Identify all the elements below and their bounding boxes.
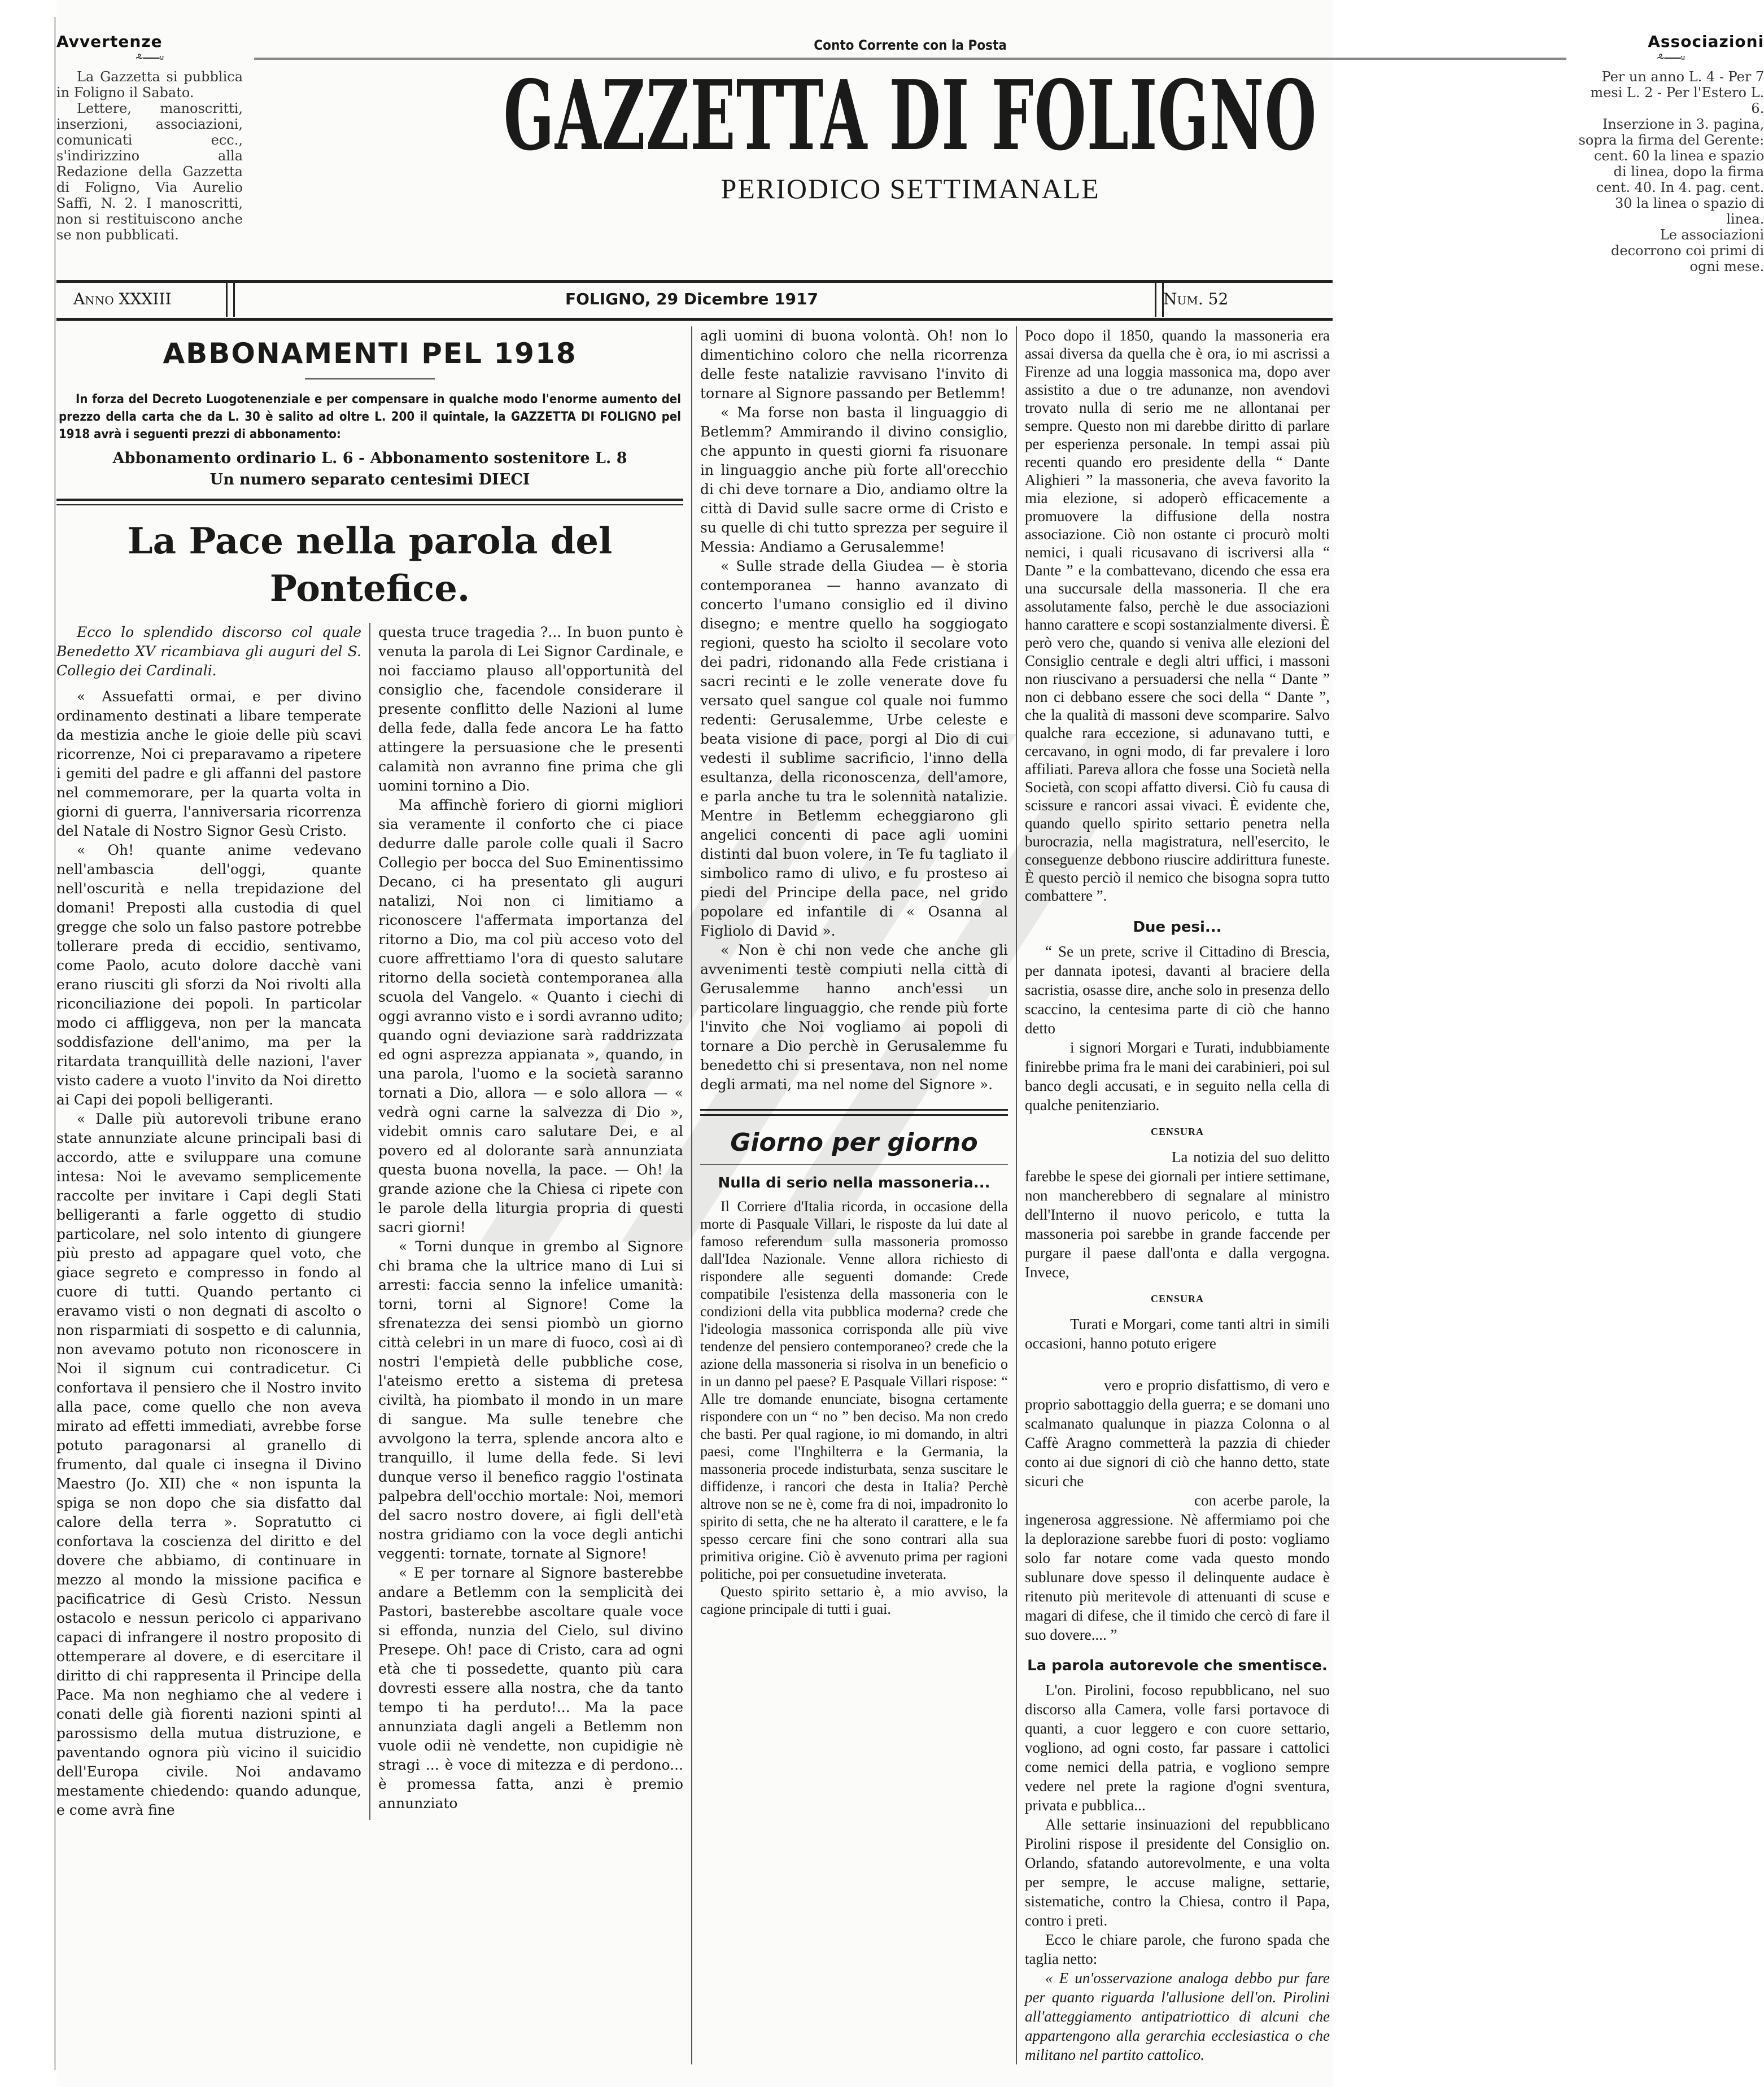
article-paragraph: con acerbe parole, la ingenerosa aggressione. Nè affermiamo poi che la deplorazione sarebbe fuori di posto: vogliamo solo far notare come vada questo mondo sublunare dove spesso il delinquente audace è ritenuto più meritevole di attenuanti di scuse e magari di difese, che il timido che cercò di fare il suo dovere.... ” [1025, 1492, 1330, 1643]
scroll-ornament-icon: ⸛──⸚ [135, 50, 164, 66]
article-paragraph: L'on. Pirolini, focoso repubblicano, nel suo discorso alla Camera, volle farsi portavoce di quanti, a cuor leggero e con cuore settario, vogliono, ad ogni costo, far passare i cattolici come nemici della patria, e vogliono sempre vedere nel prete la ragione d'ogni sventura, privata e pubblica... [1025, 1682, 1330, 1814]
subhead-due-pesi: Due pesi... [1133, 919, 1222, 936]
avvertenze-text: Lettere, manoscritti, inserzioni, associazioni, comunicati ecc., s'indirizzino alla Redazione della Gazzetta di Foligno, Via Aurelio Saffi, N. 2. I manoscritti, non si restituiscono anche se non pubblicati. [56, 101, 243, 243]
article-paragraph: Poco dopo il 1850, quando la massoneria era assai diversa da quella che è ora, io mi ascrissi a Firenze ad una loggia massonica ma, dopo aver assistito a due o tre adunanze, non avendovi trovato nulla di serio me ne allontanai per sempre. Questo non mi darebbe diritto di parlare per esperienza personale. In tempi assai più recenti quando ero presidente della “ Dante Alighieri ” la massoneria, che aveva favorito la mia elezione, si adoperò efficacemente a promuovere la diffusione della nostra associazione. Ciò non ostante ci procurò molti nemici, i quali ricusavano di iscriversi alla “ Dante ” e la combattevano, dicendo che essa era una succursale della massoneria. Il che era assolutamente falso, perchè le due associazioni hanno carattere e scopi sostanzialmente diversi. È però vero che, quando si veniva alle elezioni del Consiglio centrale e degli altri uffici, i massoni non riuscivano a persuadersi che nella “ Dante ” non ci debbano essere che soci della “ Dante ”, che la qualità di massoni deve scomparire. Salvo qualche rara eccezione, si adunavano tutti, e cercavano, in ogni modo, di far prevalere i loro affiliati. Pareva allora che fosse una Società nella Società, con scopi affatto diversi. Ciò fu causa di scissure e rancori assai vivaci. È evidente che, quando quello spirito settario penetra nella burocrazia, nella magistratura, nell'esercito, le conseguenze debbono riuscire addirittura funeste. È questo perciò il nemico che bisogna sopra tutto combattere ”. [1025, 327, 1330, 904]
abbonamenti-body: In forza del Decreto Luogotenenziale e per compensare in qualche modo l'enorme aumento del prezzo della carta che da L. 30 è salito ad oltre L. 200 il quintale, la GAZZETTA DI FOLIGNO pel 1918 avrà i seguenti prezzi di abbonamento: [59, 392, 681, 442]
divider [56, 499, 683, 505]
article-paragraph: « Oh! quante anime vedevano nell'ambascia dell'oggi, quante nell'oscurità e nella trepidazione del domani! Preposti alla custodia di quel gregge che solo un falso pastore potrebbe tollerare preda di eccidio, sentivamo, come Paolo, acuto dolore dacchè vani erano riusciti gli sforzi da Noi rivolti alla riconciliazione dei popoli. In particolar modo ci affliggeva, non per la mancata soddisfazione dell'animo, ma per la ritardata tranquillità delle nazioni, l'aver visto cadere a vuoto l'invito da Noi diretto ai Capi dei popoli belligeranti. [56, 842, 361, 1108]
masthead-center [243, 34, 1578, 206]
associazioni-box [1578, 34, 1764, 274]
article-paragraph: i signori Morgari e Turati, indubbiamente finirebbe prima fra le mani dei carabinieri, poi sul banco degli accusati, e in seguito nella cella di qualche penitenziario. [1025, 1039, 1330, 1114]
issue-date: FOLIGNO, 29 Dicembre 1917 [565, 290, 818, 308]
newspaper-subtitle: PERIODICO SETTIMANALE [721, 173, 1100, 204]
article-paragraph: Questo spirito settario è, a mio avviso, la cagione principale di tutti i guai. [700, 1583, 1008, 1617]
avvertenze-box [56, 34, 243, 243]
associazioni-heading: Associazioni [1648, 32, 1764, 51]
subhead-massoneria: Nulla di serio nella massoneria... [718, 1175, 990, 1191]
abbonamenti-title: ABBONAMENTI PEL 1918 [163, 337, 577, 370]
divider [305, 378, 435, 379]
anno: Anno XXXIII [73, 290, 172, 308]
subhead-parola-autorevole: La parola autorevole che smentisce. [1027, 1657, 1328, 1674]
avvertenze-text: La Gazzetta si pubblica in Foligno il Sabato. [56, 69, 243, 101]
column-separator [369, 623, 370, 1820]
abbonamenti-single-issue: Un numero separato centesimi DIECI [209, 471, 530, 488]
newspaper-page [56, 0, 1764, 2087]
column-separator [691, 326, 692, 2064]
dateline-divider [226, 283, 235, 317]
article-paragraph: « Non è chi non vede che anche gli avvenimenti testè compiuti nella città di Gerusalemme hanno anch'essi un particolare linguaggio, che rende più forte l'invito che Noi vogliamo ai popoli di tornare a Dio perchè in Gerusalemme fu benedetto chi si presentava, non nel nome degli armati, ma nel nome del Signore ». [700, 942, 1008, 1093]
associazioni-text: Le associazioni decorrono coi primi di ogni mese. [1611, 227, 1764, 274]
article-paragraph: Turati e Morgari, come tanti altri in simili occasioni, hanno potuto erigere [1025, 1316, 1330, 1352]
section-title-giorno: Giorno per giorno [730, 1128, 978, 1157]
article-paragraph: Alle settarie insinuazioni del repubblicano Pirolini rispose il presidente del Consiglio on. Orlando, sfatando autorevolmente, e una volta per sempre, le accuse maligne, settarie, sistematiche, contro la Chiesa, contro il Papa, contro i preti. [1025, 1816, 1330, 1929]
conto-corrente: Conto Corrente con la Posta [814, 37, 1007, 53]
article-paragraph: Il Corriere d'Italia ricorda, in occasione della morte di Pasquale Villari, le risposte da lui date al famoso referendum sulla massoneria promosso dall'Idea Nazionale. Venne allora richiesto di rispondere alle seguenti domande: Crede compatibile l'esistenza della massoneria con le condizioni della vita pubblica moderna? crede che l'ideologia massonica corrisponda alle più vive tendenze del pensiero contemporaneo? crede che la azione della massoneria si risolva in un beneficio o in un danno pel paese? E Pasquale Villari rispose: “ Alle tre domande enunciate, bisogna certamente rispondere con un “ no ” ben deciso. Ma non credo che basti. Per qual ragione, io mi domando, in altri paesi, come l'Inghilterra e la Germania, la massoneria procede indisturbata, senza suscitare le diffidenze, i rancori che desta in Italia? Perchè altrove non se ne è, come fra di noi, impadronito lo spirito di setta, che ne ha alterato il carattere, e le fa spesso cercare fini che sono contrari alla sua primitiva origine. Ciò è avvenuto prima per ragioni politiche, poi per consuetudine inveterata. [700, 1198, 1008, 1582]
article-paragraph: « Torni dunque in grembo al Signore chi brama che la ultrice mano di Lui si arresti: faccia senno la infelice umanità: torni, torni al Signore! Come la sfrenatezza dei sensi piombò un giorno città celebri in un mare di fuoco, così ai dì nostri l'empietà delle pubbliche cose, l'ateismo eretto a sistema di pretesa civiltà, ha piombato il mondo in un mare di sangue. Ma sulle tenebre che avvolgono la terra, splende ancora alto e tranquillo, il lume della fede. Si levi dunque verso il benefico raggio l'ostinata palpebra dell'occhio mortale: Noi, memori del sacro nostro dovere, ai figli dell'età nostra gridiamo con la voce degli antichi veggenti: tornate, tornate al Signore! [378, 1238, 683, 1562]
article-column-4 [1025, 326, 1330, 2064]
avvertenze-heading: Avvertenze [56, 32, 163, 51]
article-column-3 [700, 326, 1008, 1618]
pace-columns [56, 623, 683, 1820]
article-paragraph: Ecco le chiare parole, che furono spada che taglia netto: [1025, 1931, 1330, 1967]
divider [700, 1164, 1008, 1165]
associazioni-text: Inserzione in 3. pagina, sopra la firma del Gerente: cent. 60 la linea e spazio di linea, dopo la firma cent. 40. In 4. pag. cent. 30 la linea o spazio di linea. [1578, 116, 1764, 227]
article-paragraph: Ma affinchè foriero di giorni migliori sia veramente il conforto che ci piace dedurre dalle parole colle quali il Sacro Collegio per bocca del Suo Eminentissimo Decano, ci ha presentato gli auguri natalizi, Noi non ci limitiamo a riconoscere l'affermata importanza del ritorno a Dio, ma col più acceso voto del cuore affrettiamo l'ora di questo salutare ritorno della società contemporanea alla scuola del Vangelo. « Quanto i ciechi di oggi avranno visto e i sordi avranno udito; quando ogni deviazione sarà raddrizzata ed ogni asprezza appianata », quando, in una parola, l'uomo e la società saranno tornati a Dio, allora — e solo allora — « vedrà ogni carne la salvezza di Dio », videbit omnis caro salutare Dei, e al povero ed al dolorante sarà annunziata questa buona novella, la pace. — Oh! la grande azione che la Chiesa ci ripete con le parole della liturgia propria di questi sacri giorni! [378, 797, 683, 1235]
article-paragraph: « Sulle strade della Giudea — è storia contemporanea — hanno avanzato di concerto l'umano consiglio ed il divino disegno; e mentre quello ha soggiogato regioni, questo ha sciolto il secolare voto dei padri, ridonando alla Fede cristiana i sacri recinti e le zolle venerate dove fu versato quel sangue col quale noi fummo redenti: Gerusalemme, Urbe celeste e beata visione di pace, porgi al Dio di cui vedesti il sublime sacrificio, l'inno della esultanza, della riconoscenza, dell'amore, e parla anche tu tra le solennità natalizie. Mentre in Betlemm echeggiarono gli angelici concenti di pace agli uomini distinti dal buon volere, in Te fu tagliato il simbolico ramo di ulivo, e fu prosteso ai piedi del Principe della pace, nel grido popolare ed infantile di « Osanna al Figliolo di David ». [700, 558, 1008, 939]
issue-number: Num. 52 [1163, 290, 1229, 308]
left-block [56, 326, 683, 1820]
article-paragraph: « Dalle più autorevoli tribune erano state annunziate alcune principali basi di accordo, atte e sviluppare una comune intesa: Noi le avevamo semplicemente raccolte per invitare i Capi degli Stati belligeranti a farle oggetto di studio particolare, nel solo intento di giungere più presto ad appagare quel voto, che giace segreto e compresso in fondo al cuore di tutti. Quando pertanto ci eravamo visti o non degnati di ascolto o non risparmiati di sospetto e di calunnia, non avevamo potuto non riconoscere in Noi il signum cui contradicetur. Ci confortava il pensiero che il Nostro invito alla pace, come quello che non aveva mirato ad effetti immediati, avrebbe forse potuto paragonarsi al granello di frumento, dal quale ci insegna il Divino Maestro (Jo. XII) che « non ispunta la spiga se non dopo che sia disfatto dal calore della terra ». Sopratutto ci confortava la coscienza del diritto e del dovere che abbiamo, di continuare in mezzo al mondo la missione pacifica e pacificatrice di Gesù Cristo. Nessun ostacolo e nessun pericolo ci apparivano capaci di infrangere il nostro proposito di ottemperare al dovere, e di esercitare il diritto di chi rappresenta il Principe della Pace. Ma non neghiamo che al vedere i conati delle già fiorenti nazioni spinti al parossismo della mutua distruzione, e paventando ognora più vicino il suicidio dell'Europa civile. Noi andavamo mestamente chiedendo: quando adunque, e come avrà fine [56, 1111, 361, 1818]
article-column-2 [378, 623, 683, 1813]
abbonamenti-box [56, 335, 683, 505]
article-intro: Ecco lo splendido discorso col quale Benedetto XV ricambiava gli auguri del S. Collegio dei Cardinali. [56, 624, 361, 679]
censura-label: CENSURA [1150, 1126, 1204, 1137]
dateline-rule [56, 318, 1333, 321]
article-paragraph: “ Se un prete, scrive il Cittadino di Brescia, per dannata ipotesi, davanti al braciere della sacristia, osasse dire, anche solo in presenza dello scaccino, la centesima parte di ciò che hanno detto [1025, 943, 1330, 1037]
abbonamenti-prices: Abbonamento ordinario L. 6 - Abbonamento sostenitore L. 8 [112, 449, 627, 467]
article-paragraph: agli uomini di buona volontà. Oh! non lo dimentichino coloro che nella ricorrenza delle feste natalizie ravvisano l'invito di tornare al Signore passando per Betlemm! [700, 328, 1008, 401]
article-paragraph: « Assuefatti ormai, e per divino ordinamento destinati a libare temperate da mestizia anche le gioie delle più scavi ricorrenze, Noi ci preparavamo a ripetere i gemiti del padre e gli affanni del pastore nel commemorare, per la quarta volta in giorni di guerra, l'anniversaria ricorrenza del Natale di Nostro Signor Gesù Cristo. [56, 688, 361, 839]
article-paragraph: « E per tornare al Signore basterebbe andare a Betlemm con la semplicità dei Pastori, basterebbe ascoltare quale voce si effonda, nunzia del Cielo, sul divino Presepe. Oh! pace di Cristo, cara ad ogni età che ti possedette, quanto più cara dovresti essere alla nostra, che da tanto tempo ti ha perduto!... Ma la pace annunziata dagli angeli a Betlemm non vuole odii nè vendette, non cupidigie nè stragi ... è voce di mitezza e di perdono... è promessa fatta, anzi è premio annunziato [378, 1565, 683, 1811]
article-paragraph: questa truce tragedia ?... In buon punto è venuta la parola di Lei Signor Cardinale, e noi facciamo plauso all'opportunità del consiglio che, facendole considerare il presente conflitto delle Nazioni al lume della fede, dalla fede ancora Le ha fatto attingere la persuasione che le presenti calamità non avranno fine prima che gli uomini tornino a Dio. [378, 624, 683, 794]
column-separator [1016, 326, 1017, 2064]
article-paragraph: vero e proprio disfattismo, di vero e proprio sabottaggio della guerra; e se domani uno scalmanato qualunque in piazza Colonna o al Caffè Aragno commetterà la pazzia di chieder conto ai due signori di ciò che hanno detto, state sicuri che [1025, 1377, 1330, 1490]
article-paragraph: « Ma forse non basta il linguaggio di Betlemm? Ammirando il divino consiglio, che appunto in questi giorni fa risuonare in linguaggio anche più forte all'orecchio di chi deve tornare a Dio, andiamo oltre la città di David sulle sacre orme di Cristo e su quelle di chi tutto sprezza per seguire il Messia: Andiamo a Gerusalemme! [700, 404, 1008, 555]
masthead [56, 32, 1764, 274]
article-paragraph: La notizia del suo delitto farebbe le spese dei giornali per intiere settimane, non mancherebbero di segnalare al ministro dell'Interno il nuovo pericolo, e tutta la massoneria poi sarebbe in grande faccende per purgare il paese dall'onta e dalla vergogna. Invece, [1025, 1149, 1330, 1281]
newspaper-title: GAZZETTA DI FOLIGNO [503, 59, 1317, 172]
scroll-ornament-icon: ⸛──⸚ [1657, 50, 1686, 66]
article-column-1 [56, 623, 361, 1820]
body-area [56, 326, 1333, 2064]
article-quote: « E un'osservazione analoga debbo pur fare per quanto riguarda l'allusione dell'on. Pirolini all'atteggiamento antipatriottico di alcuni che appartengono alla gerarchia ecclesiastica o che militano nel partito cattolico. [1025, 1970, 1330, 2063]
dateline-divider [1155, 283, 1164, 317]
censura-label: CENSURA [1150, 1293, 1204, 1304]
dateline [56, 283, 1333, 318]
page-edge [54, 17, 56, 2070]
section-rule [700, 1109, 1008, 1116]
associazioni-text: Per un anno L. 4 - Per 7 mesi L. 2 - Per l'Estero L. 6. [1590, 69, 1764, 116]
article-title-pace: La Pace nella parola del Pontefice. [127, 520, 613, 610]
